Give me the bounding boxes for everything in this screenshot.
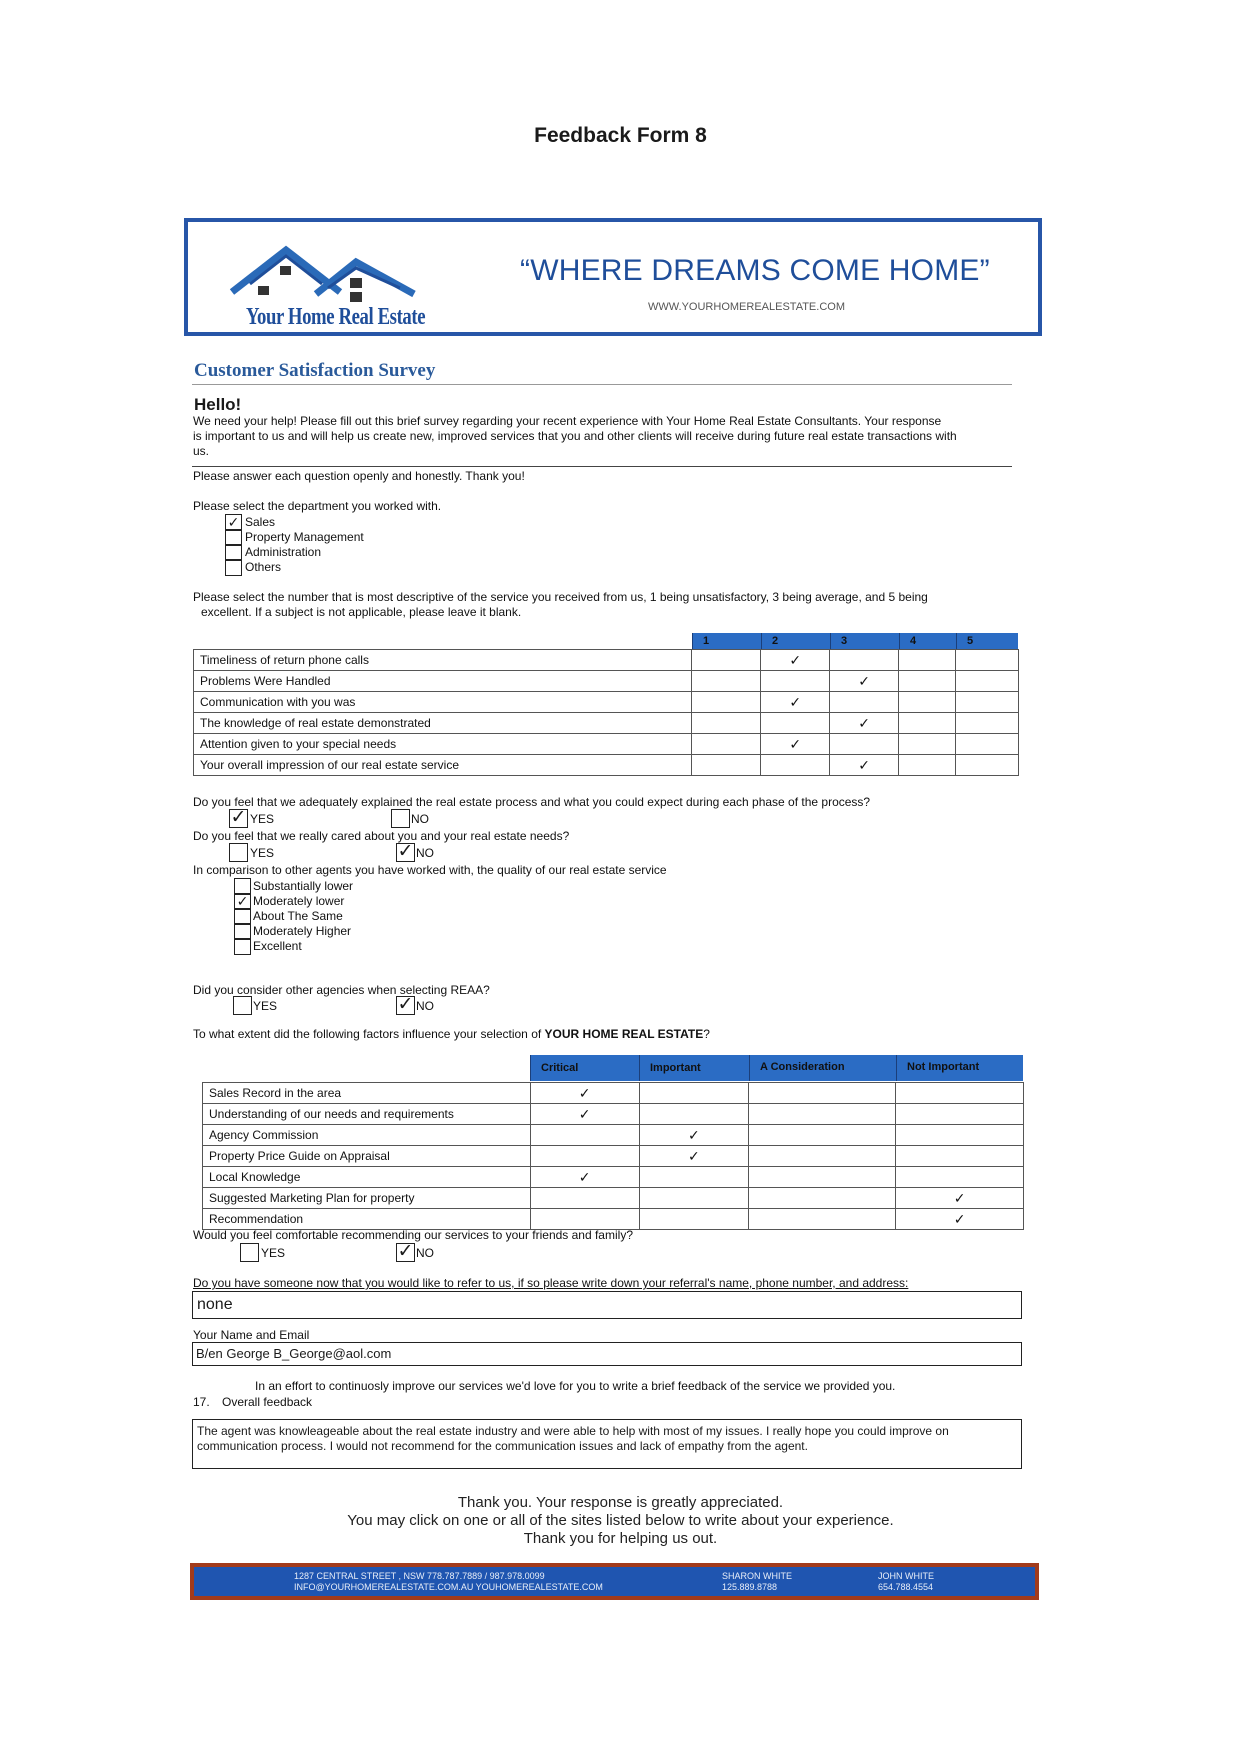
agencies-no-label: NO	[416, 999, 434, 1013]
house-logo-icon	[228, 242, 418, 312]
factor-cell[interactable]: ✓	[896, 1188, 1024, 1209]
comparison-checkbox[interactable]: ✓	[234, 893, 251, 910]
rating-column-header: 1	[692, 633, 761, 649]
referral-input[interactable]: none	[192, 1291, 1022, 1319]
rating-cell[interactable]	[899, 650, 956, 671]
rating-cell[interactable]	[692, 755, 761, 776]
factor-cell[interactable]: ✓	[530, 1104, 639, 1125]
title-divider	[192, 384, 1012, 385]
rating-column-header: 2	[761, 633, 830, 649]
rating-cell[interactable]	[899, 755, 956, 776]
factor-cell[interactable]	[530, 1209, 639, 1230]
factor-cell[interactable]	[530, 1146, 639, 1167]
contact-label: Your Name and Email	[193, 1328, 310, 1342]
factors-column-header: A Consideration	[749, 1055, 896, 1081]
banner-website: WWW.YOURHOMEREALESTATE.COM	[648, 301, 845, 313]
factor-cell[interactable]	[896, 1167, 1024, 1188]
rating-cell[interactable]: ✓	[830, 713, 899, 734]
factor-cell[interactable]: ✓	[639, 1146, 749, 1167]
department-option-label: Others	[245, 560, 282, 574]
factors-header	[530, 1055, 1023, 1081]
factor-cell[interactable]	[749, 1209, 896, 1230]
table-row	[203, 1188, 1024, 1209]
recommend-no-label: NO	[416, 1246, 434, 1260]
rating-instructions-line: Please select the number that is most descriptive of the service you received from us, 1 being unsatisfactory, 3 being average, and 5 being	[193, 590, 928, 604]
rating-cell[interactable]	[899, 692, 956, 713]
intro-paragraph	[193, 414, 1023, 459]
brand-logo-text: Your Home Real Estate	[246, 304, 426, 330]
explained-no-label: NO	[411, 812, 429, 826]
feedback-intro: In an effort to continuosly improve our services we'd love for you to write a brief feedback of the service we provided you.	[255, 1379, 896, 1393]
table-row	[203, 1104, 1024, 1125]
intro-line: is important to us and will help us create new, improved services that you and other clients will receive during future real estate transactions with	[193, 429, 957, 443]
rating-row-label: Communication with you was	[194, 692, 692, 713]
comparison-option-label: Moderately Higher	[253, 924, 352, 938]
department-option-label: Property Management	[245, 530, 364, 544]
footer-agent1-name: SHARON WHITE	[722, 1571, 793, 1581]
explained-no-checkbox[interactable]	[391, 809, 410, 828]
table-row	[194, 692, 1019, 713]
recommend-yes-label: YES	[261, 1246, 286, 1260]
footer-email-web: INFO@YOURHOMEREALESTATE.COM.AU YOUHOMEREALESTATE.COM	[294, 1582, 603, 1592]
department-checkbox[interactable]	[225, 559, 242, 576]
comparison-option-label: Substantially lower	[253, 879, 354, 893]
cared-no-checkbox[interactable]: ✓	[397, 841, 414, 862]
rating-column-header: 3	[830, 633, 899, 649]
rating-cell[interactable]: ✓	[830, 671, 899, 692]
department-option-label: Sales	[245, 515, 276, 529]
department-option-label: Administration	[245, 545, 322, 559]
factor-cell[interactable]	[896, 1083, 1024, 1104]
factor-cell[interactable]	[896, 1125, 1024, 1146]
factor-cell[interactable]	[530, 1188, 639, 1209]
factor-cell[interactable]	[749, 1125, 896, 1146]
factor-cell[interactable]	[749, 1083, 896, 1104]
rating-row-label: Attention given to your special needs	[194, 734, 692, 755]
recommend-no-checkbox[interactable]: ✓	[397, 1241, 414, 1262]
rating-table	[193, 649, 1019, 776]
rating-cell[interactable]	[692, 671, 761, 692]
factor-cell[interactable]	[639, 1167, 749, 1188]
factor-cell[interactable]	[530, 1125, 639, 1146]
factor-cell[interactable]: ✓	[530, 1083, 639, 1104]
department-question: Please select the department you worked with.	[193, 499, 442, 513]
closing-line: Thank you for helping us out.	[523, 1530, 718, 1547]
factor-cell[interactable]	[749, 1167, 896, 1188]
rating-cell[interactable]	[692, 713, 761, 734]
factor-cell[interactable]	[749, 1188, 896, 1209]
intro-divider	[192, 466, 1012, 467]
rating-cell[interactable]	[761, 671, 830, 692]
comparison-option-label: Moderately lower	[253, 894, 345, 908]
table-row	[194, 755, 1019, 776]
closing-text	[0, 1494, 1241, 1548]
factor-row-label: Sales Record in the area	[203, 1083, 531, 1104]
table-row	[194, 734, 1019, 755]
department-checkbox[interactable]: ✓	[225, 514, 242, 531]
table-row	[203, 1083, 1024, 1104]
rating-cell[interactable]	[956, 734, 1019, 755]
table-row	[194, 713, 1019, 734]
footer-address: 1287 CENTRAL STREET , NSW 778.787.7889 / 987.978.0099	[294, 1571, 545, 1581]
agencies-question: Did you consider other agencies when selecting REAA?	[193, 983, 490, 997]
name-email-input[interactable]: B/en George B_George@aol.com	[192, 1342, 1022, 1366]
factors-table	[202, 1082, 1024, 1230]
intro-line: We need your help! Please fill out this brief survey regarding your recent experience with Your Home Real Estate Consultants. Your response	[193, 414, 942, 428]
factors-question	[193, 1027, 710, 1041]
factor-cell[interactable]: ✓	[639, 1125, 749, 1146]
recommend-yes-checkbox[interactable]	[240, 1243, 259, 1262]
rating-cell[interactable]	[830, 734, 899, 755]
factor-cell[interactable]: ✓	[530, 1167, 639, 1188]
hello-heading: Hello!	[194, 395, 242, 414]
cared-yes-label: YES	[250, 846, 275, 860]
footer-agent1-phone: 125.889.8788	[722, 1582, 778, 1592]
rating-cell[interactable]	[899, 734, 956, 755]
feedback-line: communication process. I would not recommend for the communication issues and lack of empathy from the agent.	[197, 1439, 808, 1453]
rating-row-label: The knowledge of real estate demonstrated	[194, 713, 692, 734]
rating-cell[interactable]	[956, 650, 1019, 671]
rating-cell[interactable]	[899, 671, 956, 692]
closing-line: Thank you. Your response is greatly appreciated.	[457, 1494, 784, 1511]
footer-agent2-phone: 654.788.4554	[878, 1582, 934, 1592]
survey-title: Customer Satisfaction Survey	[194, 360, 436, 381]
factor-row-label: Local Knowledge	[203, 1167, 531, 1188]
rating-row-label: Problems Were Handled	[194, 671, 692, 692]
factors-column-header: Critical	[530, 1055, 639, 1081]
closing-line: You may click on one or all of the sites listed below to write about your experience.	[347, 1512, 894, 1529]
factor-row-label: Understanding of our needs and requirements	[203, 1104, 531, 1125]
factor-row-label: Recommendation	[203, 1209, 531, 1230]
rating-cell[interactable]: ✓	[761, 650, 830, 671]
referral-question: Do you have someone now that you would like to refer to us, if so please write down your referral's name, phone number, and address:	[193, 1276, 909, 1290]
rating-row-label: Your overall impression of our real estate service	[194, 755, 692, 776]
factor-row-label: Property Price Guide on Appraisal	[203, 1146, 531, 1167]
table-row	[194, 650, 1019, 671]
factors-question-end: ?	[703, 1027, 710, 1041]
rating-cell[interactable]	[956, 692, 1019, 713]
table-row	[203, 1209, 1024, 1230]
table-row	[203, 1167, 1024, 1188]
cared-question: Do you feel that we really cared about you and your real estate needs?	[193, 829, 570, 843]
rating-cell[interactable]	[830, 650, 899, 671]
agencies-no-checkbox[interactable]: ✓	[397, 994, 414, 1015]
recommend-question: Would you feel comfortable recommending our services to your friends and family?	[193, 1228, 633, 1242]
rating-cell[interactable]	[692, 650, 761, 671]
page-heading: Feedback Form 8	[534, 124, 707, 147]
factor-cell[interactable]: ✓	[896, 1209, 1024, 1230]
factor-cell[interactable]	[896, 1146, 1024, 1167]
factor-cell[interactable]	[896, 1104, 1024, 1125]
rating-column-header: 5	[956, 633, 1018, 649]
rating-cell[interactable]: ✓	[761, 734, 830, 755]
rating-cell[interactable]: ✓	[830, 755, 899, 776]
factor-row-label: Suggested Marketing Plan for property	[203, 1188, 531, 1209]
explained-yes-checkbox[interactable]: ✓	[230, 807, 247, 828]
rating-cell[interactable]	[956, 755, 1019, 776]
rating-cell[interactable]	[761, 755, 830, 776]
rating-header	[692, 633, 1018, 649]
intro-line: us.	[193, 444, 210, 458]
footer-bar	[190, 1563, 1039, 1600]
factors-column-header: Not Important	[896, 1055, 1023, 1081]
comparison-checkbox[interactable]	[234, 938, 251, 955]
rating-cell[interactable]	[761, 713, 830, 734]
slogan: “WHERE DREAMS COME HOME”	[520, 254, 990, 287]
factor-row-label: Agency Commission	[203, 1125, 531, 1146]
instruction-text: Please answer each question openly and honestly. Thank you!	[193, 469, 525, 483]
comparison-question: In comparison to other agents you have worked with, the quality of our real estate service	[193, 863, 667, 877]
factors-question-brand: YOUR HOME REAL ESTATE	[544, 1027, 704, 1041]
feedback-label: Overall feedback	[222, 1395, 313, 1409]
rating-cell[interactable]	[830, 692, 899, 713]
rating-row-label: Timeliness of return phone calls	[194, 650, 692, 671]
rating-instructions-line: excellent. If a subject is not applicable, please leave it blank.	[201, 605, 522, 619]
factor-cell[interactable]	[639, 1104, 749, 1125]
rating-cell[interactable]	[692, 734, 761, 755]
feedback-line: The agent was knowleageable about the real estate industry and were able to help with most of my issues. I really hope you could improve on	[197, 1424, 949, 1438]
cared-yes-checkbox[interactable]	[229, 843, 248, 862]
agencies-yes-label: YES	[253, 999, 278, 1013]
factor-cell[interactable]	[639, 1083, 749, 1104]
explained-question: Do you feel that we adequately explained the real estate process and what you could expect during each phase of the process?	[193, 795, 871, 809]
agencies-yes-checkbox[interactable]	[233, 996, 252, 1015]
table-row	[203, 1146, 1024, 1167]
factor-cell[interactable]	[749, 1104, 896, 1125]
rating-column-header: 4	[899, 633, 956, 649]
rating-cell[interactable]: ✓	[761, 692, 830, 713]
factor-cell[interactable]	[749, 1146, 896, 1167]
feedback-textarea[interactable]	[192, 1419, 1022, 1469]
factor-cell[interactable]	[639, 1209, 749, 1230]
factors-question-text: To what extent did the following factors influence your selection of	[193, 1027, 545, 1041]
table-row	[194, 671, 1019, 692]
explained-yes-label: YES	[250, 812, 275, 826]
table-row	[203, 1125, 1024, 1146]
rating-cell[interactable]	[899, 713, 956, 734]
feedback-number: 17.	[193, 1395, 210, 1409]
comparison-option-label: About The Same	[253, 909, 343, 923]
rating-cell[interactable]	[956, 713, 1019, 734]
factor-cell[interactable]	[639, 1188, 749, 1209]
rating-cell[interactable]	[692, 692, 761, 713]
factors-column-header: Important	[639, 1055, 749, 1081]
rating-cell[interactable]	[956, 671, 1019, 692]
comparison-option-label: Excellent	[253, 939, 302, 953]
cared-no-label: NO	[416, 846, 434, 860]
rating-instructions	[193, 590, 1023, 620]
footer-agent2-name: JOHN WHITE	[878, 1571, 934, 1581]
